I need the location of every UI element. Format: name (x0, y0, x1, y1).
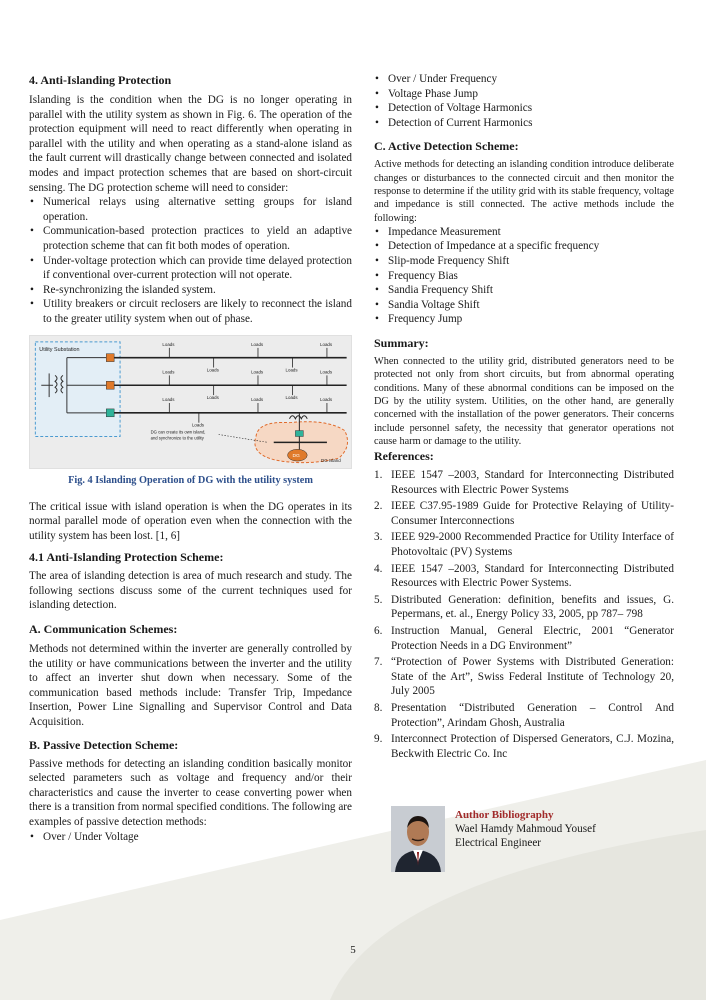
list-item: • Re-synchronizing the islanded system. (43, 283, 352, 298)
paragraph: Islanding is the condition when the DG is no longer operating in parallel with the utility system as shown in Fig. 6. The operation of the protection equipment will need to react differently when operating in parallel with the utility and when operating as a stand-alone island as the fault current will drastically change between connected and isolated modes and impact protection schemes that are based on short-circuit sensing. The DG protection scheme will need to consider: (29, 94, 352, 194)
loads-label: Loads (251, 368, 264, 374)
section-heading: References: (374, 449, 434, 464)
list-item: • Sandia Frequency Shift (388, 283, 674, 298)
loads-label: Loads (251, 341, 264, 347)
page-number: 5 (350, 944, 356, 956)
bullet-list (374, 72, 674, 130)
dg-note: DG can create its own island, (150, 429, 206, 435)
utility-label: Utility Substation (39, 346, 80, 353)
reference-item: 5. Distributed Generation: definition, benefits and issues, G. Pepermans, et. al., Energy Policy 33, 2005, pp 787– 798 (374, 593, 674, 621)
list-item: • Detection of Impedance at a specific frequency (388, 239, 674, 254)
bullet-list (29, 195, 352, 326)
list-item: • Slip-mode Frequency Shift (388, 254, 674, 269)
list-item: • Over / Under Voltage (43, 830, 352, 845)
list-item: • Frequency Bias (388, 269, 674, 284)
author-name: Wael Hamdy Mahmoud Yousef (455, 823, 596, 835)
loads-label: Loads (206, 394, 219, 400)
island-label: DG Island (321, 457, 341, 463)
reference-item: 3. IEEE 929-2000 Recommended Practice for Utility Interface of Photovoltaic (PV) Systems (374, 531, 674, 559)
left-column (29, 72, 352, 844)
reference-list (374, 468, 674, 761)
list-item: • Under-voltage protection which can provide time delayed protection if conventional over-current protection will not operate. (43, 254, 352, 283)
author-block (391, 806, 691, 876)
figure-caption: Fig. 4 Islanding Operation of DG with the utility system (68, 474, 313, 486)
paragraph: Active methods for detecting an islanding condition introduce deliberate changes or disturbances to the connected circuit and then monitor the response to determine if the utility grid with its stable frequency, voltage and impedance is still connected. The active methods include the following: (374, 159, 674, 224)
loads-label: Loads (320, 368, 333, 374)
dg-label: DG (292, 453, 300, 459)
paragraph: The area of islanding detection is area of much research and study. The following sections discuss some of the current techniques used for islanding detection. (29, 570, 352, 612)
reference-item: 8. Presentation “Distributed Generation – Control And Protection”, Arindam Ghosh, Australia (374, 702, 674, 729)
section-heading: A. Communication Schemes: (29, 622, 178, 637)
loads-label: Loads (320, 341, 333, 347)
author-photo (391, 806, 445, 872)
paragraph: Passive methods for detecting an islanding condition basically monitor selected parameters such as voltage and frequency and/or their characteristics and cause the inverter to cease converting power when there is a transition from normal specified conditions. The following are examples of passive detection methods: (29, 757, 352, 828)
list-item: • Voltage Phase Jump (388, 87, 674, 102)
reference-item: 6. Instruction Manual, General Electric, 2001 “Generator Protection Needs in a DG Environment” (374, 625, 674, 652)
list-item: • Numerical relays using alternative setting groups for island operation. (43, 195, 352, 224)
reference-item: 1. IEEE 1547 –2003, Standard for Interconnecting Distributed Resources with Electric Power Systems (374, 469, 674, 496)
bullet-list (374, 225, 674, 327)
reference-item: 7. “Protection of Power Systems with Distributed Generation: State of the Art”, Swiss Federal Institute of Technology 20, July 2005 (374, 656, 674, 698)
list-item: • Detection of Current Harmonics (388, 116, 674, 131)
reference-item: 4. IEEE 1547 –2003, Standard for Interconnecting Distributed Resources with Electric Power Systems. (374, 562, 674, 590)
list-item: • Sandia Voltage Shift (388, 298, 674, 313)
islanding-figure (29, 335, 352, 469)
loads-label: Loads (206, 366, 219, 372)
islanding-diagram (30, 336, 351, 468)
loads-label: Loads (285, 366, 298, 372)
loads-label: Loads (162, 396, 175, 402)
reference-item: 2. IEEE C37.95-1989 Guide for Protective Relaying of Utility-Consumer Interconnections (374, 500, 674, 527)
author-section-title: Author Bibliography (455, 809, 554, 821)
loads-label: Loads (162, 341, 175, 347)
paragraph: The critical issue with island operation is when the DG operates in its normal parallel mode of operation even when the connection with the utility system has been lost. [1, 6] (29, 500, 352, 542)
list-item: • Utility breakers or circuit reclosers are likely to reconnect the island to the greater utility system when out of phase. (43, 297, 352, 326)
loads-label: Loads (285, 394, 298, 400)
section-heading: 4. Anti-Islanding Protection (29, 73, 172, 87)
list-item: • Detection of Voltage Harmonics (388, 101, 674, 116)
loads-label: Loads (320, 396, 333, 402)
list-item: • Communication-based protection practices to yield an adaptive protection scheme that can fit both modes of operation. (43, 224, 352, 253)
section-heading: Summary: (374, 336, 429, 351)
paragraph: When connected to the utility grid, distributed generators need to be protected not only from short circuits, but from abnormal operating conditions. Many of these abnormal conditions can be imposed on the DG by the utility system. Utilities, on the other hand, are generally concerned with the installation of the power generators. Their concerns include personnel safety, the necessity that generator operations not cause harm or damage to the utility. (374, 356, 674, 447)
loads-label: Loads (162, 368, 175, 374)
dg-note: and synchronize to the utility (150, 434, 204, 440)
list-item: • Impedance Measurement (388, 225, 674, 240)
paragraph: Methods not determined within the inverter are generally controlled by the utility or have communications between the inverter and the utility to affect an inverter shut down when necessary. Some of the communication based methods include: Transfer Trip, Impedance Insertion, Power Line Signalling and Supervisor Control and Data Acquisition. (29, 643, 352, 729)
list-item: • Frequency Jump (388, 312, 674, 327)
loads-label: Loads (251, 396, 264, 402)
bullet-list (29, 830, 352, 845)
right-column (374, 72, 674, 763)
list-item: • Over / Under Frequency (388, 72, 674, 87)
section-heading: B. Passive Detection Scheme: (29, 737, 179, 752)
author-role: Electrical Engineer (455, 837, 542, 849)
loads-label: Loads (191, 422, 205, 428)
reference-item: 9. Interconnect Protection of Dispersed Generators, C.J. Mozina, Beckwith Electric Co. Inc (374, 733, 674, 760)
section-heading: C. Active Detection Scheme: (374, 139, 519, 154)
section-heading: 4.1 Anti-Islanding Protection Scheme: (29, 550, 224, 565)
